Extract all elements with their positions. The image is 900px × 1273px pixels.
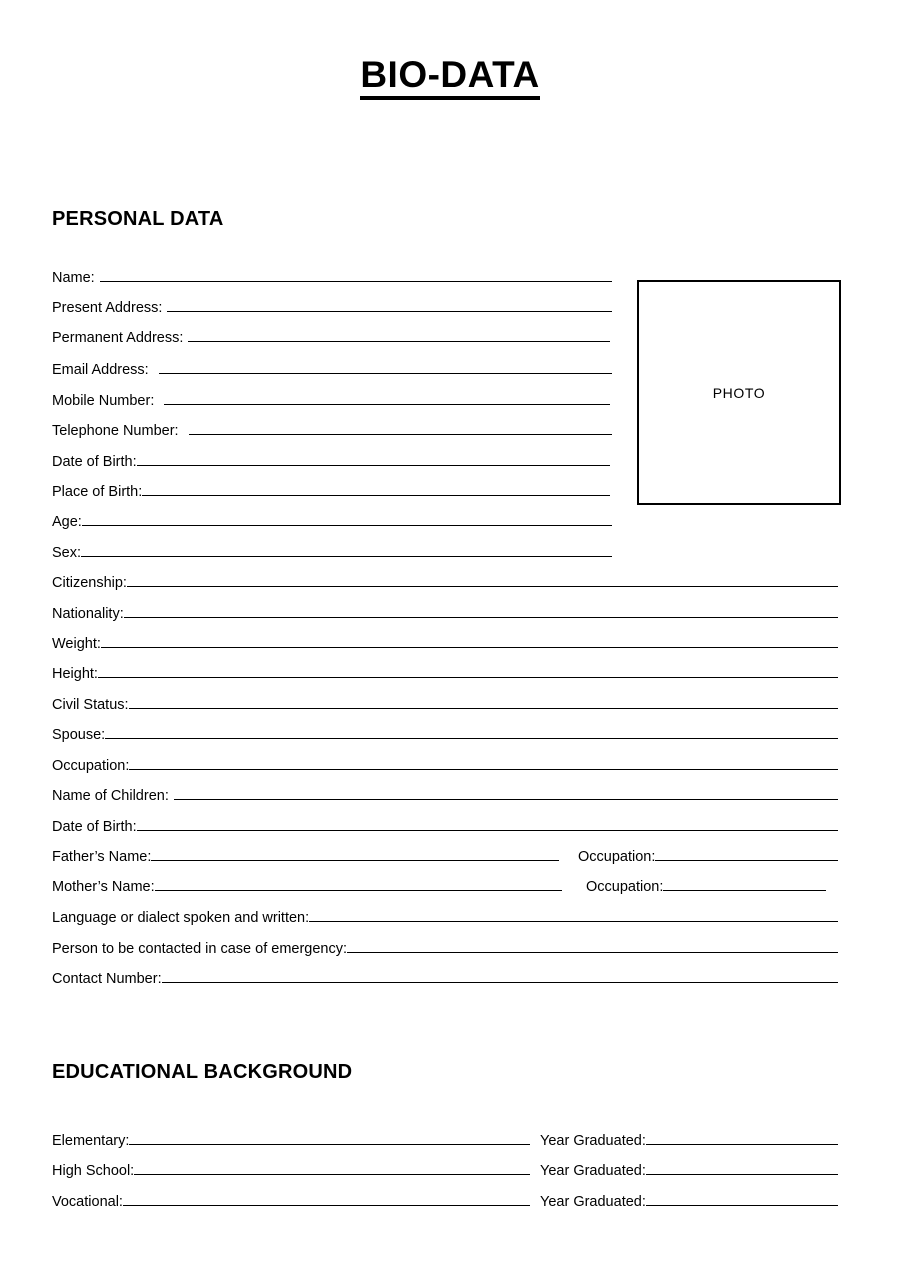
field-group-mothers-name[interactable] [52, 877, 562, 895]
section-heading-personal-data: PERSONAL DATA [52, 208, 224, 230]
field-label-permanent-address: Permanent Address: [52, 330, 184, 346]
field-group-elementary-year-graduated[interactable] [540, 1131, 838, 1149]
field-input-line-sex[interactable] [81, 543, 612, 557]
field-input-line-place-of-birth[interactable] [142, 482, 610, 496]
field-input-line-date-of-birth[interactable] [137, 452, 610, 466]
field-row-mothers-name[interactable] [52, 877, 838, 899]
field-group-vocational-year-graduated[interactable] [540, 1192, 838, 1210]
field-row-nationality[interactable] [52, 604, 838, 626]
field-row-height[interactable] [52, 664, 838, 686]
field-label-high-school-year-graduated: Year Graduated: [540, 1163, 646, 1179]
field-group-vocational[interactable] [52, 1192, 530, 1210]
field-row-high-school[interactable] [52, 1161, 838, 1183]
field-label-civil-status: Civil Status: [52, 697, 129, 713]
field-row-language-spoken[interactable] [52, 908, 838, 930]
field-input-line-elementary-year-graduated[interactable] [646, 1131, 838, 1145]
field-input-line-spouse[interactable] [105, 725, 838, 739]
field-label-elementary-year-graduated: Year Graduated: [540, 1133, 646, 1149]
field-row-mobile-number[interactable] [52, 391, 610, 413]
field-label-height: Height: [52, 666, 98, 682]
field-label-spouse: Spouse: [52, 727, 106, 743]
field-input-line-telephone-number[interactable] [189, 421, 612, 435]
field-label-occupation: Occupation: [52, 758, 130, 774]
field-row-fathers-name[interactable] [52, 847, 838, 869]
field-label-emergency-contact-person: Person to be contacted in case of emergency: [52, 941, 348, 957]
field-label-email-address: Email Address: [52, 362, 149, 378]
field-input-line-age[interactable] [82, 512, 612, 526]
field-input-line-nationality[interactable] [124, 604, 838, 618]
field-label-mothers-occupation: Occupation: [586, 879, 664, 895]
field-group-mothers-occupation[interactable] [586, 877, 826, 895]
section-heading-educational-background: EDUCATIONAL BACKGROUND [52, 1061, 353, 1083]
field-input-line-occupation[interactable] [129, 756, 838, 770]
field-input-line-present-address[interactable] [167, 298, 612, 312]
field-label-children-date-of-birth: Date of Birth: [52, 819, 137, 835]
field-row-vocational[interactable] [52, 1192, 838, 1214]
field-label-high-school: High School: [52, 1163, 135, 1179]
field-input-line-email-address[interactable] [159, 360, 612, 374]
field-row-date-of-birth[interactable] [52, 452, 610, 474]
field-input-line-elementary[interactable] [129, 1131, 530, 1145]
field-row-telephone-number[interactable] [52, 421, 612, 443]
field-label-fathers-name: Father’s Name: [52, 849, 152, 865]
field-input-line-vocational[interactable] [123, 1192, 530, 1206]
field-label-sex: Sex: [52, 545, 82, 561]
field-input-line-fathers-name[interactable] [151, 847, 559, 861]
field-label-nationality: Nationality: [52, 606, 124, 622]
field-label-age: Age: [52, 514, 82, 530]
field-input-line-high-school[interactable] [134, 1161, 530, 1175]
field-row-name-of-children[interactable] [52, 786, 838, 808]
field-label-place-of-birth: Place of Birth: [52, 484, 143, 500]
field-input-line-name[interactable] [100, 268, 612, 282]
field-group-elementary[interactable] [52, 1131, 530, 1149]
field-group-fathers-occupation[interactable] [578, 847, 838, 865]
field-row-children-date-of-birth[interactable] [52, 817, 838, 839]
field-input-line-vocational-year-graduated[interactable] [646, 1192, 838, 1206]
document-title [0, 56, 900, 100]
field-input-line-emergency-contact-person[interactable] [347, 939, 838, 953]
field-row-age[interactable] [52, 512, 612, 534]
field-row-occupation[interactable] [52, 756, 838, 778]
field-row-citizenship[interactable] [52, 573, 838, 595]
field-label-contact-number: Contact Number: [52, 971, 162, 987]
field-label-fathers-occupation: Occupation: [578, 849, 656, 865]
field-row-weight[interactable] [52, 634, 838, 656]
field-group-high-school-year-graduated[interactable] [540, 1161, 838, 1179]
field-row-contact-number[interactable] [52, 969, 838, 991]
field-row-spouse[interactable] [52, 725, 838, 747]
field-label-name: Name: [52, 270, 95, 286]
field-input-line-mothers-occupation[interactable] [663, 877, 826, 891]
field-label-present-address: Present Address: [52, 300, 163, 316]
field-label-name-of-children: Name of Children: [52, 788, 169, 804]
document-title-text: BIO-DATA [360, 56, 539, 100]
field-input-line-citizenship[interactable] [127, 573, 838, 587]
field-row-civil-status[interactable] [52, 695, 838, 717]
field-row-sex[interactable] [52, 543, 612, 565]
field-row-permanent-address[interactable] [52, 328, 610, 350]
field-input-line-mobile-number[interactable] [164, 391, 610, 405]
field-label-language-spoken: Language or dialect spoken and written: [52, 910, 310, 926]
field-input-line-mothers-name[interactable] [155, 877, 562, 891]
photo-placeholder-label: PHOTO [712, 384, 766, 401]
field-row-emergency-contact-person[interactable] [52, 939, 838, 961]
field-row-present-address[interactable] [52, 298, 612, 320]
field-input-line-high-school-year-graduated[interactable] [646, 1161, 838, 1175]
field-input-line-permanent-address[interactable] [188, 328, 610, 342]
field-label-elementary: Elementary: [52, 1133, 130, 1149]
field-group-high-school[interactable] [52, 1161, 530, 1179]
field-input-line-children-date-of-birth[interactable] [137, 817, 838, 831]
field-label-weight: Weight: [52, 636, 101, 652]
field-input-line-civil-status[interactable] [129, 695, 838, 709]
field-input-line-language-spoken[interactable] [309, 908, 838, 922]
field-label-telephone-number: Telephone Number: [52, 423, 179, 439]
field-row-elementary[interactable] [52, 1131, 838, 1153]
field-label-mothers-name: Mother’s Name: [52, 879, 155, 895]
field-label-mobile-number: Mobile Number: [52, 393, 155, 409]
field-input-line-weight[interactable] [101, 634, 838, 648]
field-row-email-address[interactable] [52, 360, 612, 382]
field-input-line-fathers-occupation[interactable] [655, 847, 838, 861]
field-row-place-of-birth[interactable] [52, 482, 610, 504]
field-label-vocational-year-graduated: Year Graduated: [540, 1194, 646, 1210]
photo-placeholder-box[interactable] [637, 280, 841, 505]
field-input-line-contact-number[interactable] [162, 969, 838, 983]
field-group-fathers-name[interactable] [52, 847, 559, 865]
field-label-date-of-birth: Date of Birth: [52, 454, 137, 470]
field-input-line-height[interactable] [98, 664, 838, 678]
field-label-citizenship: Citizenship: [52, 575, 127, 591]
field-input-line-name-of-children[interactable] [174, 786, 838, 800]
field-row-name[interactable] [52, 268, 612, 290]
field-label-vocational: Vocational: [52, 1194, 123, 1210]
